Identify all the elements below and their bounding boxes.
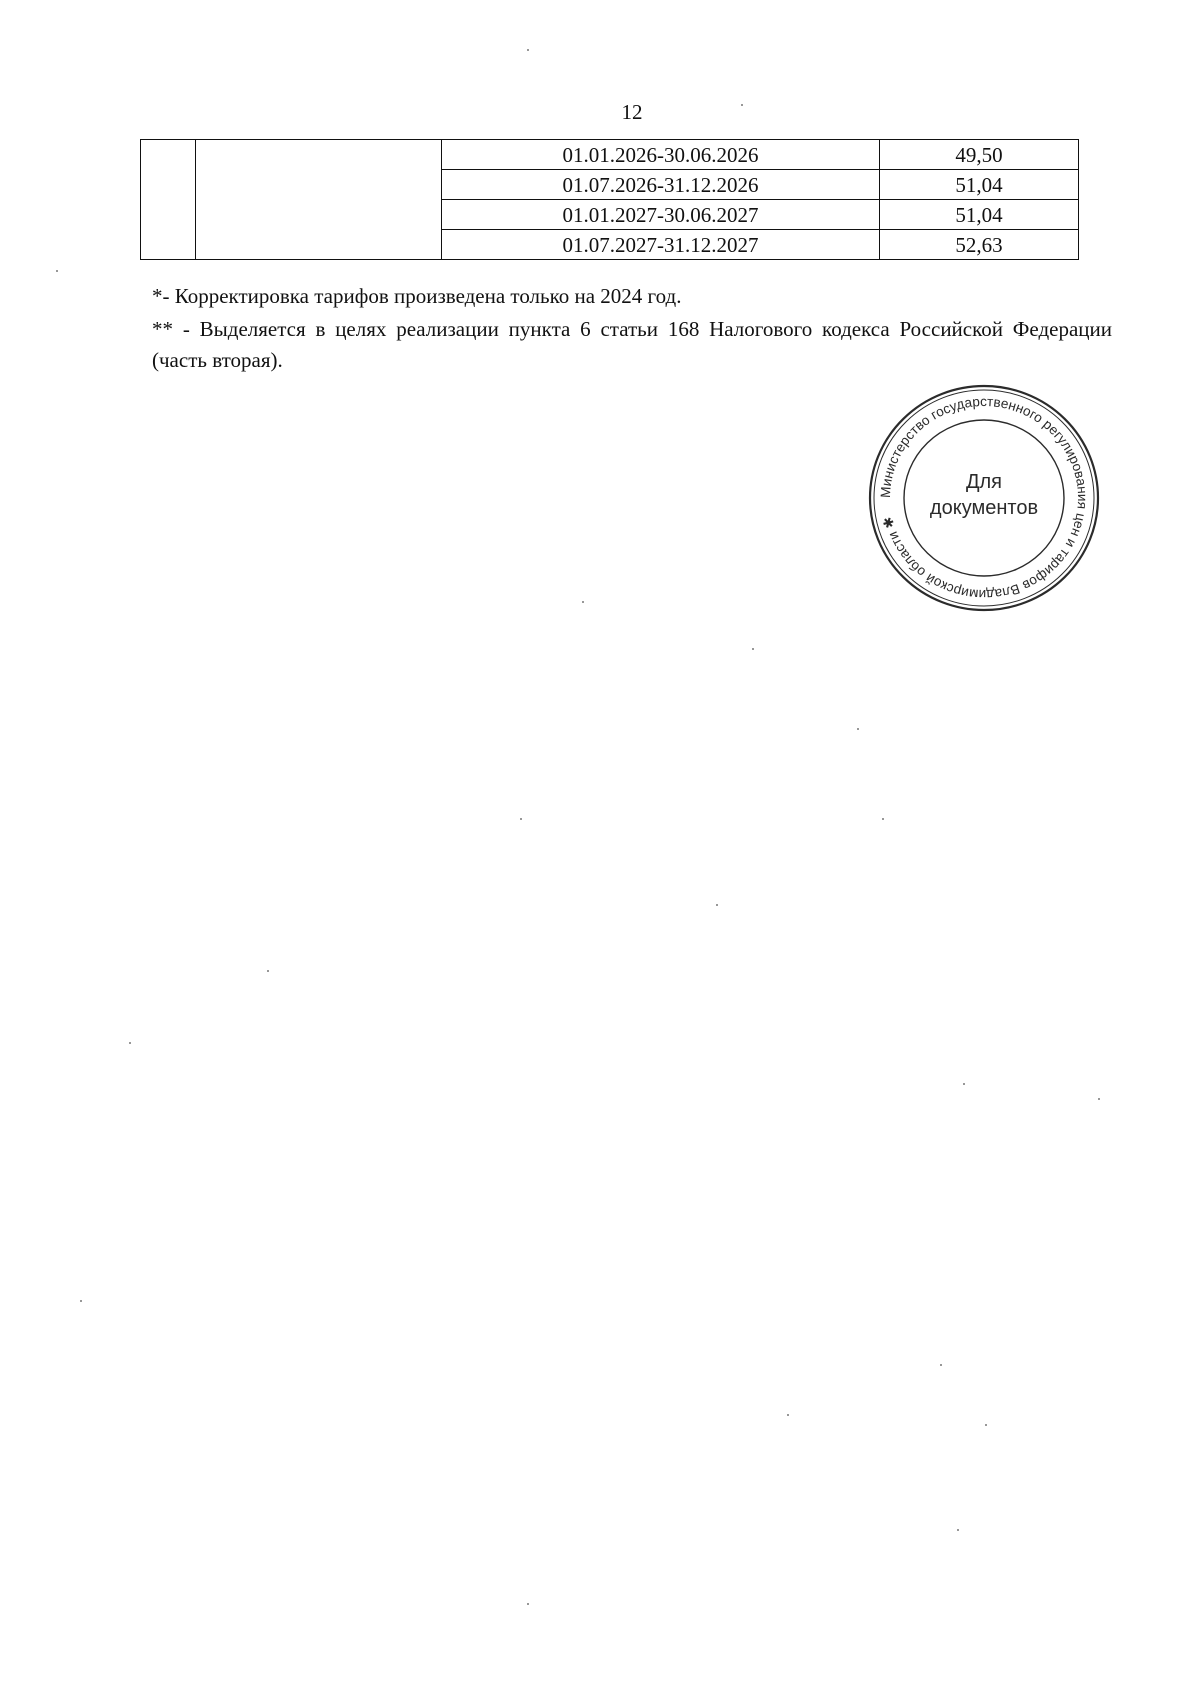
scan-speck — [520, 818, 522, 820]
empty-cell-name — [196, 140, 442, 260]
stamp-center-line-1: Для — [965, 471, 1003, 493]
stamp-center-line-2: документов — [929, 497, 1039, 519]
scan-speck — [963, 1083, 965, 1085]
scan-speck — [527, 49, 529, 51]
scan-speck — [1098, 1098, 1100, 1100]
value-cell: 49,50 — [880, 140, 1079, 170]
period-cell: 01.07.2027-31.12.2027 — [442, 230, 880, 260]
scan-speck — [857, 728, 859, 730]
official-stamp — [866, 382, 1102, 614]
value-cell: 51,04 — [880, 200, 1079, 230]
scan-speck — [716, 904, 718, 906]
stamp-ring-text: Министерство государственного регулирования цен и тарифов Владимирской области ✱ — [877, 393, 1091, 603]
period-cell: 01.01.2027-30.06.2027 — [442, 200, 880, 230]
scan-speck — [527, 1603, 529, 1605]
value-cell: 51,04 — [880, 170, 1079, 200]
scan-speck — [582, 601, 584, 603]
stamp-seal-icon — [866, 382, 1102, 614]
scan-speck — [56, 270, 58, 272]
period-cell: 01.07.2026-31.12.2026 — [442, 170, 880, 200]
scan-speck — [267, 970, 269, 972]
period-cell: 01.01.2026-30.06.2026 — [442, 140, 880, 170]
empty-cell-number — [141, 140, 196, 260]
scan-speck — [80, 1300, 82, 1302]
footnote-first: *- Корректировка тарифов произведена только на 2024 год. — [152, 284, 682, 308]
scan-speck — [940, 1364, 942, 1366]
scan-speck — [741, 104, 743, 106]
value-cell: 52,63 — [880, 230, 1079, 260]
scan-speck — [752, 648, 754, 650]
footnote-second: ** - Выделяется в целях реализации пункта 6 статьи 168 Налогового кодекса Российской Федерации (часть вторая). — [152, 317, 1112, 372]
scan-speck — [787, 1414, 789, 1416]
tariff-table — [140, 139, 1079, 260]
scan-speck — [882, 818, 884, 820]
scan-speck — [985, 1424, 987, 1426]
scan-speck — [957, 1529, 959, 1531]
scan-speck — [129, 1042, 131, 1044]
table-row — [141, 140, 1079, 170]
page-number: 12 — [621, 100, 643, 124]
